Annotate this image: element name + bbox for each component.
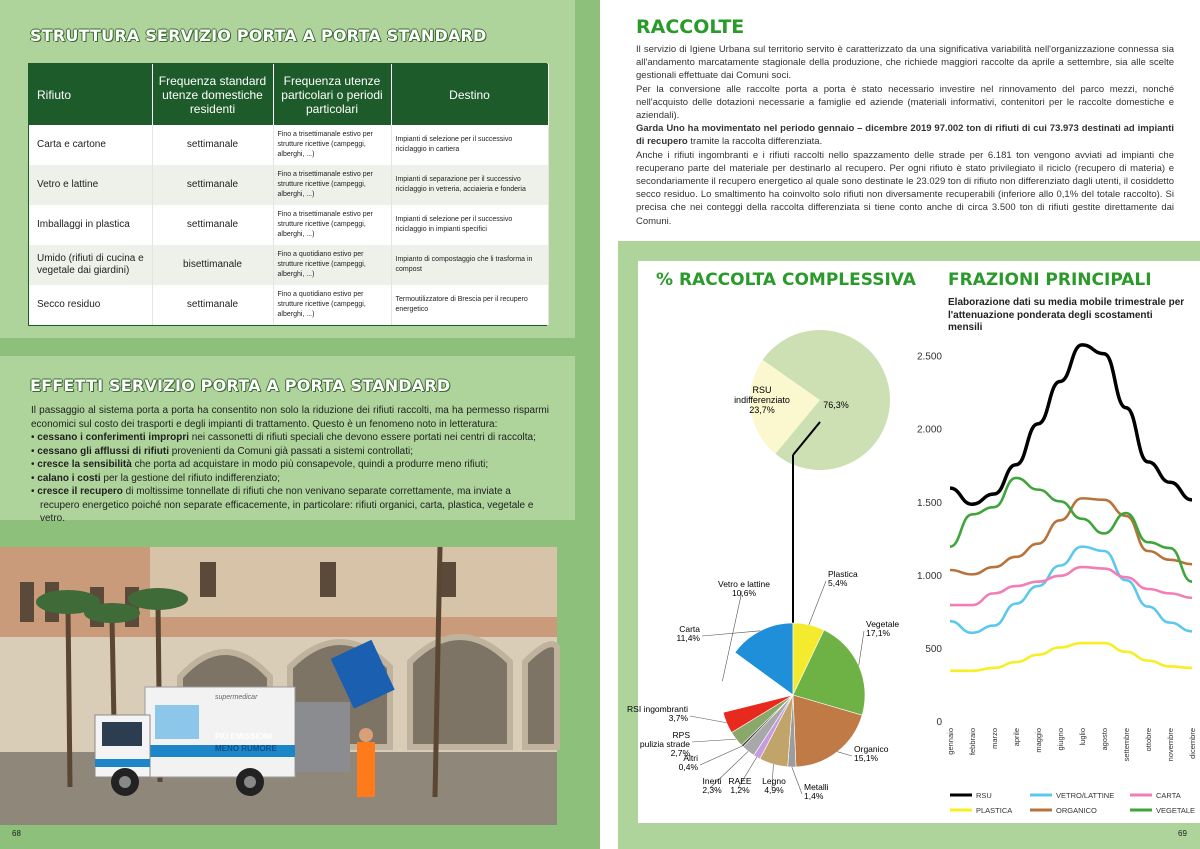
list-item: • cessano i conferimenti impropri nei cassonetti di rifiuti speciali che devono essere portati nei centri di raccolta;: [31, 432, 536, 443]
struttura-title: STRUTTURA SERVIZIO PORTA A PORTA STANDARD: [30, 26, 487, 45]
cell-frequenza-particolare: Fino a trisettimanale estivo per strutture ricettive (campeggi, alberghi, ...): [273, 205, 391, 245]
cell-destino: Impianti di selezione per il successivo riciclaggio in impianti specifici: [391, 205, 548, 245]
header-destino: Destino: [391, 64, 548, 125]
table-row: [29, 245, 548, 285]
x-tick-label: maggio: [1034, 728, 1043, 753]
truck-slogan-b: MENO RUMORE: [215, 744, 277, 753]
x-tick-label: gennaio: [946, 728, 955, 755]
cell-rifiuto: Carta e cartone: [29, 125, 152, 165]
cell-frequenza: settimanale: [152, 285, 273, 325]
truck-slogan-a: PIÙ EMISSIONI: [215, 732, 272, 741]
bullet-text: di moltissime tonnellate di rifiuti che non venivano separate correttamente, ma inviate a recupero energetico poiché non separate efficacemente, in particolare: rifiuti organici, carta, plastica, vegetale e vetro.: [40, 486, 534, 524]
cell-rifiuto: Imballaggi in plastica: [29, 205, 152, 245]
legend-label: CARTA: [1156, 791, 1181, 800]
x-tick-label: luglio: [1078, 728, 1087, 746]
page-number-right: 69: [1178, 829, 1187, 838]
cell-rifiuto: Secco residuo: [29, 285, 152, 325]
slice-label: Vetro e lattine 10,6%: [718, 579, 770, 598]
table-row: [29, 205, 548, 245]
slice-value-label: 76,3%: [823, 400, 849, 410]
effetti-list: [31, 431, 549, 526]
table-row: [29, 125, 548, 165]
table-header-row: [29, 64, 548, 125]
raccolte-paragraph: Per la conversione alle raccolte porta a porta è stato necessario investire nel rinnovamento del parco mezzi, nonché nell'acquisto delle dotazioni necessarie a famiglie ed aziende (materiali informativi, contenitori per le raccolte domestiche e aziendali).: [636, 83, 1174, 122]
list-item: • cresce il recupero di moltissime tonnellate di rifiuti che non venivano separate correttamente, ma inviate a recupero energetico poiché non separate efficacemente, in particolare: rifiuti organici, carta, plastica, vegetale e vetro.: [31, 486, 534, 524]
label-leader: [792, 767, 802, 794]
bullet-bold: cresce la sensibilità: [37, 459, 132, 470]
x-tick-label: febbraio: [968, 728, 977, 756]
slice-label: Legno 4,9%: [762, 776, 786, 795]
slice-label: Organico 15,1%: [854, 744, 889, 763]
effetti-title: EFFETTI SERVIZIO PORTA A PORTA STANDARD: [30, 376, 451, 395]
effetti-intro: Il passaggio al sistema porta a porta ha consentito non solo la riduzione dei rifiuti raccolti, ma ha permesso risparmi economici sul costo dei trasporti e degli impianti di trattamento. Questo è un fenomeno noto in letteratura:: [31, 405, 549, 430]
line-chart: [910, 330, 1200, 825]
truck-photo: [0, 547, 557, 825]
bullet-bold: calano i costi: [37, 472, 101, 484]
header-frequenza-standard: Frequenza standard utenze domestiche residenti: [152, 64, 273, 125]
y-tick-label: 2.500: [916, 351, 942, 363]
raccolte-paragraph: [636, 122, 1174, 148]
page-number-left: 68: [12, 829, 21, 838]
cell-destino: Impianto di compostaggio che li trasforma in compost: [391, 245, 548, 285]
bullet-bold: cessano gli afflussi di rifiuti: [37, 445, 169, 457]
slice-label: Plastica 5,4%: [828, 569, 858, 588]
x-tick-label: giugno: [1056, 728, 1065, 751]
series-line-plastica: [950, 643, 1192, 671]
x-tick-label: dicembre: [1188, 728, 1197, 759]
list-item: • cresce la sensibilità che porta ad acquistare in modo più consapevole, quindi a produrre meno rifiuti;: [31, 459, 489, 470]
label-leader: [702, 631, 760, 636]
raccolte-highlight: Garda Uno ha movimentato nel periodo gennaio – dicembre 2019 97.002 ton di rifiuti di cui 73.973 destinati ad impianti di recupero: [636, 123, 1174, 148]
label-leader: [692, 739, 736, 742]
label-leader: [700, 746, 742, 765]
raccolte-title: RACCOLTE: [636, 16, 745, 38]
cell-destino: Impianti di selezione per il successivo riciclaggio in cartiera: [391, 125, 548, 165]
cell-frequenza: settimanale: [152, 165, 273, 205]
cell-destino: Termoutilizzatore di Brescia per il recupero energetico: [391, 285, 548, 325]
cell-frequenza-particolare: Fino a quotidiano estivo per strutture ricettive (campeggi, alberghi, ...): [273, 245, 391, 285]
list-item: • cessano gli afflussi di rifiuti provenienti da Comuni già passati a sistemi controllati;: [31, 445, 413, 457]
header-frequenza-particolari: Frequenza utenze particolari o periodi particolari: [273, 64, 391, 125]
pie-chart-title: % RACCOLTA COMPLESSIVA: [656, 270, 916, 290]
pie-charts: [627, 300, 940, 825]
x-tick-label: novembre: [1166, 728, 1175, 762]
legend-label: RSU: [976, 791, 992, 800]
slice-label: RAEE 1,2%: [728, 776, 752, 795]
series-line-rsu: [950, 345, 1192, 504]
slice-label: RSU indifferenziato 23,7%: [734, 385, 790, 415]
bullet-bold: cresce il recupero: [37, 486, 123, 497]
raccolte-paragraph: Anche i rifiuti ingombranti e i rifiuti raccolti nello spazzamento delle strade per 6.181 ton vengono avviati ad impianti che recuperano parte del materiale per destinarlo al recupero. Per ogni rifiuto è stato privilegiato il riciclo (recupero di materia) e secondariamente il recupero energetico al quale sono destinate le 23.029 ton di rifiuto non differenziato dagli utenti, il cosiddetto secco residuo. Lo smaltimento ha coinvolto solo rifiuti non diversamente recuperabili (inferiore allo 0,1% del totale raccolto). Si precisa che nei conteggi della raccolta differenziata si tiene conto anche di circa 3.500 ton di rifiuti gestite direttamente dai Comuni.: [636, 149, 1174, 227]
label-leader: [837, 752, 852, 756]
slice-label: Inerti 2,3%: [702, 776, 722, 795]
slice-label: Carta 11,4%: [676, 624, 700, 643]
table-row: [29, 285, 548, 325]
raccolte-paragraph: Il servizio di Igiene Urbana sul territorio servito è caratterizzato da una significativa variabilità nell'organizzazione connessa sia all'andamento marcatamente stagionale della produzione, che richiede maggiori raccolte da aprile a settembre, sia alle scelte gestionali effettuate dai Comuni soci.: [636, 44, 1174, 82]
label-leader: [809, 581, 826, 625]
struttura-table: [28, 63, 547, 326]
bullet-text: per la gestione del rifiuto indifferenziato;: [100, 472, 281, 484]
truck-photo-illustration: [0, 547, 557, 825]
slice-label: Metalli 1,4%: [804, 782, 829, 801]
label-leader: [859, 631, 864, 666]
series-line-carta: [950, 567, 1192, 605]
y-tick-label: 2.000: [916, 424, 942, 436]
label-leader: [690, 716, 727, 723]
cell-frequenza-particolare: Fino a trisettimanale estivo per strutture ricettive (campeggi, alberghi, ...): [273, 165, 391, 205]
truck-brand: supermedicar: [215, 694, 258, 701]
cell-destino: Impianti di separazione per il successivo riciclaggio in vetreria, acciaieria e fonderia: [391, 165, 548, 205]
x-tick-label: aprile: [1012, 728, 1021, 747]
line-chart-title: FRAZIONI PRINCIPALI: [948, 270, 1152, 290]
y-tick-label: 1.500: [916, 497, 942, 509]
slice-label: Vegetale 17,1%: [866, 619, 900, 638]
cell-rifiuto: Umido (rifiuti di cucina e vegetale dai giardini): [29, 245, 152, 285]
cell-frequenza: settimanale: [152, 205, 273, 245]
legend-label: VEGETALE: [1156, 806, 1196, 815]
x-tick-label: settembre: [1122, 728, 1131, 762]
cell-frequenza-particolare: Fino a trisettimanale estivo per strutture ricettive (campeggi, alberghi, ...): [273, 125, 391, 165]
raccolte-highlight-rest: tramite la raccolta differenziata.: [687, 136, 823, 148]
line-chart-subtitle: Elaborazione dati su media mobile trimestrale per l'attenuazione ponderata degli scostamenti mensili: [948, 297, 1185, 333]
x-tick-label: ottobre: [1144, 728, 1153, 752]
y-tick-label: 0: [936, 717, 942, 728]
bullet-text: provenienti da Comuni già passati a sistemi controllati;: [168, 445, 413, 457]
x-tick-label: marzo: [990, 728, 999, 749]
slice-label: Altri 0,4%: [678, 753, 698, 772]
cell-frequenza: settimanale: [152, 125, 273, 165]
legend-label: ORGANICO: [1056, 806, 1097, 815]
raccolte-body: [636, 43, 1174, 228]
slice-label: RSI ingombranti 3,7%: [627, 704, 688, 723]
effetti-body: [31, 404, 549, 526]
bullet-bold: cessano i conferimenti impropri: [37, 432, 189, 443]
cell-rifiuto: Vetro e lattine: [29, 165, 152, 205]
cell-frequenza-particolare: Fino a quotidiano estivo per strutture ricettive (campeggi, alberghi, ...): [273, 285, 391, 325]
legend-label: PLASTICA: [976, 806, 1013, 815]
y-tick-label: 500: [925, 643, 942, 655]
header-rifiuto: Rifiuto: [29, 64, 152, 125]
y-tick-label: 1.000: [916, 570, 942, 582]
slice-label: RPS pulizia strade 2,7%: [639, 730, 690, 758]
bullet-text: nei cassonetti di rifiuti speciali che devono essere portati nei centri di raccolta;: [189, 432, 536, 443]
x-tick-label: agosto: [1100, 728, 1109, 751]
legend-label: VETRO/LATTINE: [1056, 791, 1115, 800]
cell-frequenza: bisettimanale: [152, 245, 273, 285]
list-item: • calano i costi per la gestione del rifiuto indifferenziato;: [31, 472, 281, 484]
table-row: [29, 165, 548, 205]
bullet-text: che porta ad acquistare in modo più consapevole, quindi a produrre meno rifiuti;: [131, 459, 489, 470]
series-line-vegetale: [950, 478, 1192, 582]
